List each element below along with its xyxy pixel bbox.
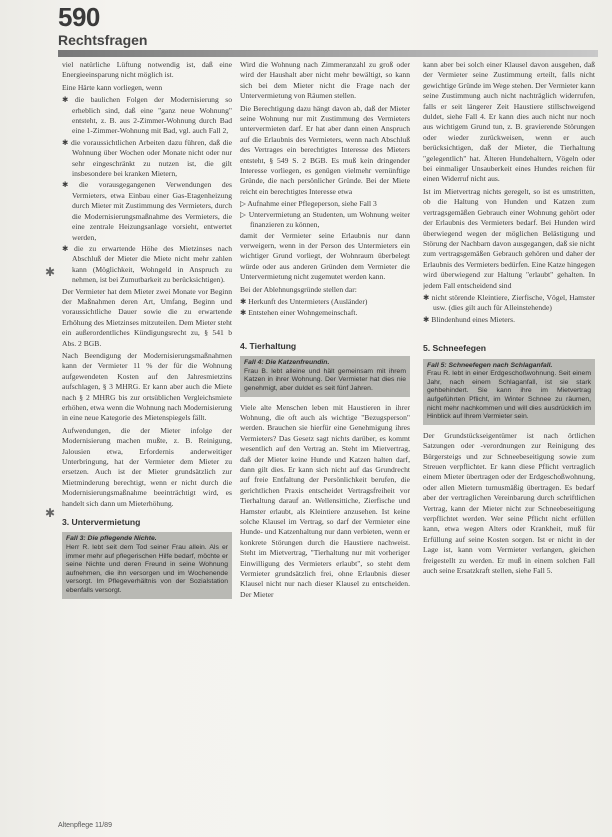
list-item-text: Blindenhund eines Mieters.: [431, 314, 515, 324]
case-box: [240, 356, 410, 396]
list-item-text: die voraussichtlichen Arbeiten dazu führen, daß die Wohnung über Wochen oder Monate nicht oder nur sehr eingeschränkt zu nutzen ist, die gilt insbesondere bei kranken Mietern,: [71, 137, 232, 179]
page-footer: Altenpflege 11/89: [58, 822, 112, 829]
subsection-title: 3. Untervermietung: [62, 517, 141, 528]
bullet-icon: ✱: [423, 314, 432, 324]
margin-mark: ✱: [45, 265, 56, 279]
list-item-text: die baulichen Folgen der Modernisierung so erheblich sind, daß eine "ganz neue Wohnung" entsteht, z. B. aus 2-Zimmer-Wohnung durch Bad eine 1-Zimmer-Wohnung mit Bad, vgl. auch Fall 2,: [72, 95, 232, 136]
list-item: [423, 315, 595, 325]
bullet-icon: ✱: [423, 292, 432, 302]
header-rule: [58, 50, 598, 57]
subsection-title: 5. Schneefegen: [423, 343, 487, 354]
bullet-icon: ✱: [62, 180, 79, 190]
page-number: 590: [58, 2, 100, 32]
column-1: [62, 60, 232, 800]
paragraph: viel natürliche Lüftung notwendig ist, daß eine Energieeinsparung nicht möglich ist.: [62, 60, 232, 80]
list-item: [240, 297, 410, 307]
paragraph: Die Berechtigung dazu hängt davon ab, daß der Mieter seine Wohnung nur mit Zustimmung des Vermieters untervermieten darf. Er hat aber dann einen Anspruch auf die Erlaubnis des Vermieters, wenn nach Abschluß des Vertrages ein berechtigtes Interesse des Mieters entsteht, § 549 S. 2 BGB. Es muß kein dringender Interesse vorliegen, es genügen vielmehr vernünftige Gründe, die nach persönlicher Gründe. Bei der Miete reicht ein berechtigtes Interesse etwa: [240, 103, 410, 196]
bullet-icon: ✱: [62, 95, 75, 105]
paragraph: kann aber bei solch einer Klausel davon ausgehen, daß der Vermieter seine Zustimmung erteilt, falls nicht gewichtige Gründe im Wege stehen. Der Vermieter kann seine Zustimmung auch nicht nachträglich widerrufen, falls er seit längerer Zeit Haustiere stillschweigend duldet, siehe Fall 4. Er kann dies auch nicht nur noch aus wichtigem Grund tun, z. B. gravierende Störungen oder wieder zurückweisen, wenn er auch berücksichtigen, daß der Mieter, die Tierhaltung "gelegentlich" hat. Älteren Hundehaltern, Vögeln oder bei einmaliger Unsauberkeit eines Hundes reichen für einen Widerruf nicht aus.: [423, 60, 595, 184]
case-title: Fall 4: Die Katzenfreundin.: [244, 359, 330, 367]
paragraph: Bei der Ablehnungsgründe stellen dar:: [240, 284, 357, 294]
list-item: [62, 244, 232, 286]
column-2: [240, 60, 410, 800]
bullet-icon: ✱: [62, 137, 72, 147]
list-item: [240, 199, 410, 209]
list-item: [240, 210, 410, 231]
paragraph: Nach Beendigung der Modernisierungsmaßnahmen kann der Vermieter 11 % der für die Wohnung aufgewendeten Kosten auf den Jahresmietzins aufschlagen, § 3 MHRG. Er kann aber auch die Miete nach § 2 MHRG bis zur ortsüblichen Vergleichsmiete erhöhen, etwa wenn die Wohnung nach Modernisierung in eine neue Kategorie des Mietenspiegels fällt.: [62, 350, 232, 423]
list-item-text: nicht störende Kleintiere, Zierfische, Vögel, Hamster usw. (dies gilt auch für Alleinstehende): [431, 292, 595, 313]
arrow-right-icon: ▷: [240, 199, 248, 209]
column-3: [423, 60, 595, 800]
list-item-text: Aufnahme einer Pflegeperson, siehe Fall 3: [247, 199, 377, 209]
bullet-icon: ✱: [240, 296, 249, 306]
case-box: [423, 359, 595, 425]
case-title: Fall 5: Schneefegen nach Schlaganfall.: [427, 361, 553, 369]
list-item-text: Herkunft des Untermieters (Ausländer): [248, 296, 368, 306]
paragraph: damit der Vermieter seine Erlaubnis nur dann verweigern, wenn in der Person des Untermieters ein wichtiger Grund vorliegt, der Wohnraum überbelegt würde oder aus anderen Gründen dem Vermieter die Untervermietung nicht zugemutet werden kann.: [240, 230, 410, 282]
list-item-text: Untervermietung an Studenten, um Wohnung weiter finanzieren zu können,: [248, 209, 410, 230]
case-body: Frau B. lebt alleine und hält gemeinsam mit ihrem Katzen in ihrer Wohnung. Der Vermieter hat dies nie genehmigt, aber duldet es seit fünf Jahren.: [244, 367, 406, 392]
paragraph: Der Grundstückseigentümer ist nach örtlichen Satzungen oder -verordnungen zur Reinigung des Bürgersteigs und zur Schneebeseitigung sowie zum Streuen verpflichtet. Er kann diese Pflicht vertraglich einem Mieter übertragen oder der Erdgeschoßwohnung, oder allen Mietern turnusmäßig übertragen. Es bedarf aber der vertraglichen Vereinbarung durch schriftlichen Vertrag, kann der Mieter nicht zur Schneebeseitigung verpflichtet werden. Wer seine Pflicht nicht erfüllen kann, etwa wegen Alters oder Krankheit, muß für Erfüllung auf seine Kosten sorgen. Ist er nicht in der Lage ist, kann vom Vermieter verlangen, gleichen freigestellt zu werden. Er muß in einem solchen Fall auch seine Ersatzkraft stellen, siehe Fall 5.: [423, 430, 595, 575]
list-item-text: die vorausgegangenen Verwendungen des Vermieters, etwa Einbau einer Gas-Etagenheizung durch Mieter mit Zustimmung des Vermieters, durch die Modernisierungsmaßnahme des Vermieters, die eine zentrale Heizungsanlage vorsieht, entwertet werden,: [72, 180, 232, 242]
paragraph: Wird die Wohnung nach Zimmeranzahl zu groß oder wird der Haushalt aber nicht mehr bewältigt, so kann sich bei dem Mieter nicht die Frage nach der Untervermietung von Räumen stellen.: [240, 60, 410, 101]
list-item: [62, 138, 232, 180]
case-box: [62, 532, 232, 598]
paragraph: Ist im Mietvertrag nichts geregelt, so ist es umstritten, ob die Haltung von Hunden und Katzen zum vertragsgemäßen Gebrauch einer Wohnung gehört oder der Erlaubnis des Vermieters bedarf. Bei Hunden wird überwiegend wegen der möglichen Belästigung und Störung der Nachbarn davon ausgegangen, daß sie nicht zum vertragsgemäßen Gebrauch gehören und daher der Erlaubnis des Vermieters bedürfen. Eine Katze hingegen wird überwiegend zur Haltung "erlaubt" gehalten. In jedem Fall entscheidend sind: [423, 186, 595, 290]
subsection-title: 4. Tierhaltung: [240, 340, 297, 351]
list-item: [423, 293, 595, 314]
list-item-text: die zu erwartende Höhe des Mietzinses nach Abschluß der Mieter die Miete nicht mehr zahlen kann (Möglichkeit, Wohngeld in Anspruch zu nehmen, ist bei Zumutbarkeit zu berücksichtigen).: [72, 243, 232, 285]
arrow-right-icon: ▷: [240, 209, 249, 219]
paragraph: Eine Härte kann vorliegen, wenn: [62, 82, 163, 92]
list-item-text: Entstehen einer Wohngemeinschaft.: [248, 308, 358, 318]
case-body: Frau R. lebt in einer Erdgeschoßwohnung. Seit einem Jahr, nach einem Schlaganfall, ist sie stark gehbehindert. Sie kann ihre im Mietvertrag aufgeführten Pflicht, im Winter Schnee zu räumen, nicht mehr nachkommen und will dies ausdrücklich im Hinblick auf Ihrem Vermieter sein.: [427, 370, 591, 421]
bullet-icon: ✱: [240, 308, 249, 318]
case-body: Herr R. lebt seit dem Tod seiner Frau allein. Als er immer mehr auf pflegerischen Hilfe bedarf, möchte er seine Nichte und deren Freund in seine Wohnung aufnehmen, die ihn versorgen und im Wochenende versorgt. Im Pflegeverhältnis von der Sozialstation ebenfalls versorgt.: [66, 544, 228, 595]
section-title: Rechtsfragen: [58, 32, 148, 48]
list-item: [62, 95, 232, 137]
list-item: [62, 180, 232, 242]
paragraph: Aufwendungen, die der Mieter infolge der Modernisierung machen mußte, z. B. Reinigung, Jalousien etwa, Erfordernis anderweitiger Unterbringung, hat der Vermieter dem Mieter zu ersetzen. Auch ist der Mieter grundsätzlich zur Mietminderung berechtigt, wenn er nicht durch die Modernisierungsmaßnahme beeinträchtigt wird, es handelt sich dann um Mieterhöhung.: [62, 425, 232, 508]
margin-mark: ✱: [45, 506, 56, 520]
list-item: [240, 308, 410, 318]
case-title: Fall 3: Die pflegende Nichte.: [66, 535, 157, 543]
paragraph: Der Vermieter hat dem Mieter zwei Monate vor Beginn der Maßnahmen deren Art, Umfang, Beginn und voraussichtliche Dauer sowie die zu erwartende Erhöhung des Mietzinses mitzuteilen. Dem Mieter steht ein außerordentliches Kündigungsrecht zu, § 541 b Abs. 2 BGB.: [62, 286, 232, 348]
bullet-icon: ✱: [62, 243, 75, 253]
paragraph: Viele alte Menschen leben mit Haustieren in ihrer Wohnung, die oft auch als wichtige "Bezugsperson" werden. Brauchen sie hierfür eine Genehmigung ihres Vermieters? Das Gesetz sagt nichts darüber, es kommt wesentlich auf den Vertrag an. Steht im Mietvertrag, daß der Mieter keine Hunde und Katzen halten darf, dann gilt dies. Er kann sich nicht auf das Grundrecht auf freie Entfaltung der Persönlichkeit berufen, die gerichtlichen Praxis entscheidet Vertragsfreiheit vor Tierhaltung darauf an. Wellensittiche, Zierfische und Hamster erlaubt, als Kleintiere anzusehen. Ist keine solche Klausel im Vertrag, so darf der Vermieter eine Hunde- und Katzenhaltung nur dann verbieten, wenn er konkrete Störungen durch die Haustiere nachweist. Steht im Mietvertrag, "Tierhaltung nur mit vorheriger Einwilligung des Vermieters erlaubt", so steht dem Vermieter grundsätzlich frei, ohne Erlaubnis dieser Klausel nicht nur nach dieser Klausel zu entscheiden. Der Mieter: [240, 402, 410, 599]
